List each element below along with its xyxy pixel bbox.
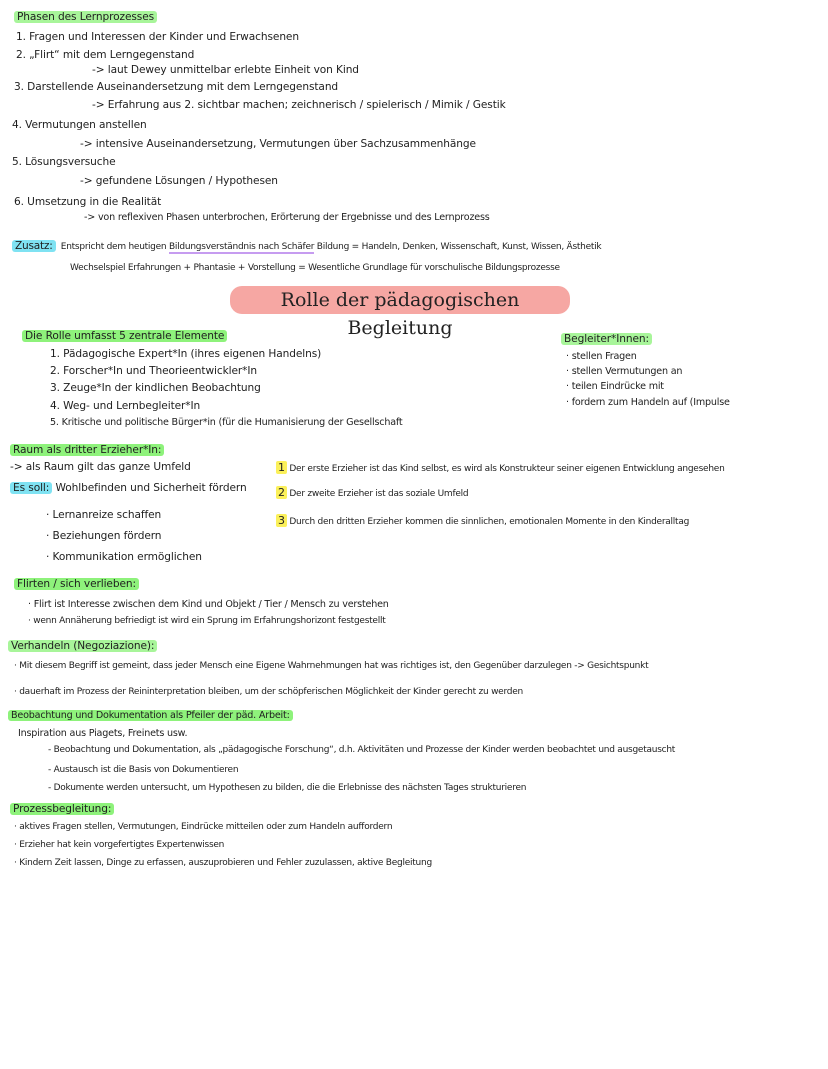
zusatz-label: Zusatz:: [12, 240, 56, 252]
flirten-heading: Flirten / sich verlieben:: [14, 578, 139, 591]
rolle-item-4: 4. Weg- und Lernbegleiter*In: [50, 400, 201, 412]
rolle-item-1: 1. Pädagogische Expert*In (ihres eigenen Handelns): [50, 348, 322, 360]
prozess-line-1: · aktives Fragen stellen, Vermutungen, Eindrücke mitteilen oder zum Handeln auffordern: [14, 822, 393, 832]
beobachtung-heading: Beobachtung und Dokumentation als Pfeiler der päd. Arbeit:: [8, 709, 293, 722]
zusatz-underline: Bildungsverständnis nach Schäfer: [169, 242, 315, 252]
raum-bullet-1: · Lernanreize schaffen: [46, 509, 162, 521]
erzieher-3: 3 Durch den dritten Erzieher kommen die sinnlichen, emotionalen Momente in den Kinderalltag: [278, 514, 690, 527]
rolle-item-2: 2. Forscher*In und Theorieentwickler*In: [50, 365, 257, 377]
erzieher-1: 1 Der erste Erzieher ist das Kind selbst, es wird als Konstrukteur seiner eigenen Entwicklung angesehen: [278, 461, 725, 474]
rolle-item-3: 3. Zeuge*In der kindlichen Beobachtung: [50, 382, 261, 394]
phasen-heading: Phasen des Lernprozesses: [14, 11, 157, 24]
phasen-item-4: 4. Vermutungen anstellen: [12, 119, 147, 131]
phasen-item-1: 1. Fragen und Interessen der Kinder und Erwachsenen: [16, 31, 299, 43]
rolle-heading: Die Rolle umfasst 5 zentrale Elemente: [22, 330, 227, 343]
beobachtung-line-4: - Dokumente werden untersucht, um Hypothesen zu bilden, die die Erlebnisse des nächsten Tages strukturieren: [48, 783, 527, 793]
beobachtung-line-2: - Beobachtung und Dokumentation, als „pädagogische Forschung“, d.h. Aktivitäten und Prozesse der Kinder werden beobachtet und ausgetauscht: [48, 745, 676, 755]
phasen-item-6-note: -> von reflexiven Phasen unterbrochen, Erörterung der Ergebnisse und des Lernprozess: [84, 212, 490, 223]
phasen-item-3-note: -> Erfahrung aus 2. sichtbar machen; zeichnerisch / spielerisch / Mimik / Gestik: [92, 99, 506, 111]
flirten-line-2: · wenn Annäherung befriedigt ist wird ein Sprung im Erfahrungshorizont festgestellt: [28, 616, 386, 626]
zusatz-line-1: Zusatz: Entspricht dem heutigen Bildungsverständnis nach Schäfer Bildung = Handeln, Denken, Wissenschaft, Kunst, Wissen, Ästhetik: [12, 240, 601, 254]
prozess-heading: Prozessbegleitung:: [10, 803, 114, 816]
phasen-item-5-note: -> gefundene Lösungen / Hypothesen: [80, 175, 278, 187]
phasen-item-6: 6. Umsetzung in die Realität: [14, 196, 162, 208]
begleiter-item-4: · fordern zum Handeln auf (Impulse: [566, 397, 730, 408]
verhandeln-line-2: · dauerhaft im Prozess der Reininterpretation bleiben, um der schöpferischen Möglichkeit der Kinder gerecht zu werden: [14, 687, 523, 697]
rolle-item-5: 5. Kritische und politische Bürger*in (für die Humanisierung der Gesellschaft: [50, 417, 403, 428]
erzieher-2: 2 Der zweite Erzieher ist das soziale Umfeld: [278, 486, 469, 499]
zusatz-line-2: Wechselspiel Erfahrungen + Phantasie + Vorstellung = Wesentliche Grundlage für vorschulische Bildungsprozesse: [70, 263, 560, 273]
raum-bullet-3: · Kommunikation ermöglichen: [46, 551, 202, 563]
verhandeln-heading: Verhandeln (Negoziazione):: [8, 640, 157, 653]
begleiter-item-1: · stellen Fragen: [566, 351, 637, 362]
phasen-item-3: 3. Darstellende Auseinandersetzung mit dem Lerngegenstand: [14, 81, 339, 93]
page-title: Rolle der pädagogischen Begleitung: [230, 286, 570, 314]
begleiter-item-2: · stellen Vermutungen an: [566, 366, 683, 377]
flirten-line-1: · Flirt ist Interesse zwischen dem Kind und Objekt / Tier / Mensch zu verstehen: [28, 599, 389, 610]
beobachtung-line-3: - Austausch ist die Basis von Dokumentieren: [48, 765, 239, 775]
prozess-line-2: · Erzieher hat kein vorgefertigtes Expertenwissen: [14, 840, 225, 850]
begleiter-item-3: · teilen Eindrücke mit: [566, 381, 664, 392]
beobachtung-line-1: Inspiration aus Piagets, Freinets usw.: [18, 728, 188, 739]
raum-soll: Es soll: Wohlbefinden und Sicherheit fördern: [10, 482, 247, 495]
raum-soll-label: Es soll:: [10, 482, 52, 494]
begleiter-heading: Begleiter*Innen:: [561, 333, 652, 346]
prozess-line-3: · Kindern Zeit lassen, Dinge zu erfassen, auszuprobieren und Fehler zuzulassen, aktive Begleitung: [14, 858, 432, 868]
raum-bullet-2: · Beziehungen fördern: [46, 530, 162, 542]
phasen-item-5: 5. Lösungsversuche: [12, 156, 116, 168]
raum-line-1: -> als Raum gilt das ganze Umfeld: [10, 461, 191, 473]
phasen-item-4-note: -> intensive Auseinandersetzung, Vermutungen über Sachzusammenhänge: [80, 138, 476, 150]
raum-heading: Raum als dritter Erzieher*In:: [10, 444, 164, 457]
phasen-item-2: 2. „Flirt“ mit dem Lerngegenstand: [16, 49, 195, 61]
phasen-item-2-note: -> laut Dewey unmittelbar erlebte Einheit von Kind: [92, 64, 359, 76]
verhandeln-line-1: · Mit diesem Begriff ist gemeint, dass jeder Mensch eine Eigene Wahrnehmungen hat was richtiges ist, den Gegenüber darzulegen -> Gesichtspunkt: [14, 661, 649, 671]
